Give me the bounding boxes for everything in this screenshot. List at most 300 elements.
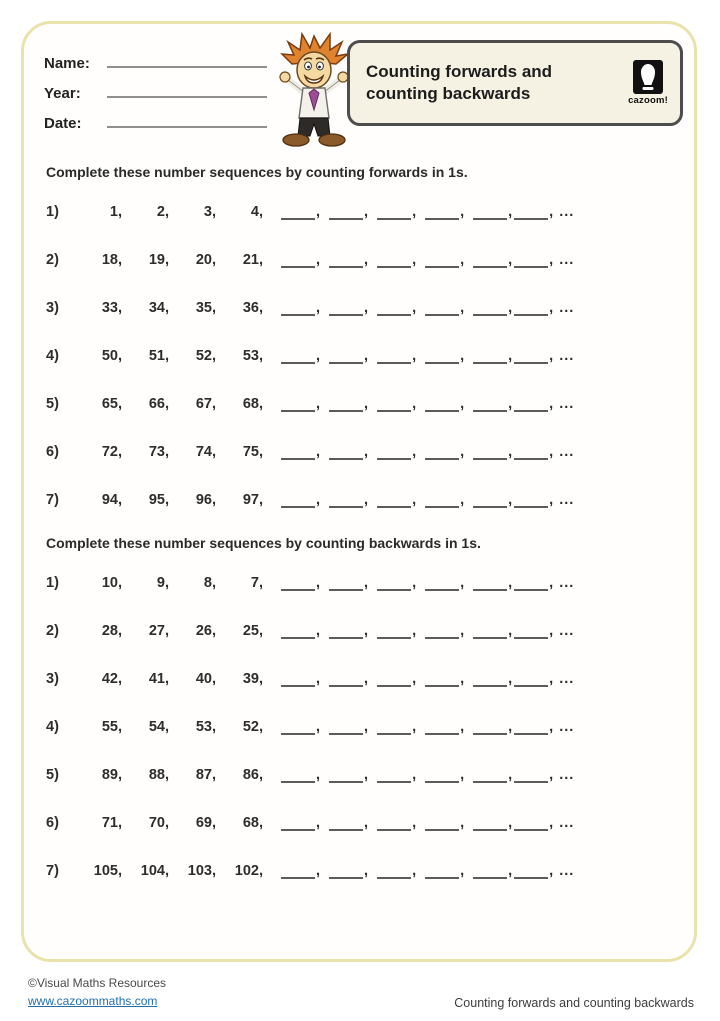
separator-comma: , bbox=[364, 444, 369, 460]
sequence-number: 53, bbox=[242, 348, 263, 364]
answer-blank-line bbox=[281, 767, 315, 783]
answer-blanks bbox=[279, 623, 574, 639]
answer-blank-line bbox=[425, 767, 459, 783]
answer-blank-line bbox=[473, 575, 507, 591]
sequence-number: 88, bbox=[148, 767, 169, 783]
separator-comma: , bbox=[549, 767, 554, 783]
question-number: 1) bbox=[46, 575, 59, 591]
answer-blank-line bbox=[329, 348, 363, 364]
sequence-number: 4, bbox=[250, 204, 263, 220]
question-number: 2) bbox=[46, 252, 59, 268]
question-sections bbox=[46, 164, 676, 906]
footer-worksheet-title: Counting forwards and counting backwards bbox=[454, 996, 694, 1010]
answer-blanks bbox=[279, 492, 574, 508]
sequence-row bbox=[46, 714, 676, 735]
sequence-row bbox=[46, 247, 676, 268]
sequence-row bbox=[46, 199, 676, 220]
answer-blank-line bbox=[281, 719, 315, 735]
question-number: 6) bbox=[46, 444, 59, 460]
footer bbox=[28, 974, 694, 1010]
answer-blank-line bbox=[377, 671, 411, 687]
sequence-number: 3, bbox=[203, 204, 216, 220]
separator-comma: , bbox=[549, 492, 554, 508]
given-numbers bbox=[78, 348, 266, 364]
sequence-number: 21, bbox=[242, 252, 263, 268]
separator-comma: , bbox=[412, 671, 417, 687]
answer-blank-line bbox=[377, 492, 411, 508]
separator-comma: , bbox=[508, 252, 513, 268]
separator-comma: , bbox=[549, 300, 554, 316]
separator-comma: , bbox=[364, 719, 369, 735]
ellipsis-text: ... bbox=[559, 396, 575, 412]
answer-blank-line bbox=[377, 252, 411, 268]
ellipsis-text: ... bbox=[559, 300, 575, 316]
separator-comma: , bbox=[508, 623, 513, 639]
worksheet-sheet bbox=[21, 21, 697, 962]
answer-blanks bbox=[279, 815, 574, 831]
worksheet-title: Counting forwards and counting backwards bbox=[366, 61, 553, 103]
ellipsis-text: ... bbox=[559, 204, 575, 220]
answer-blank-line bbox=[329, 204, 363, 220]
question-number: 3) bbox=[46, 300, 59, 316]
answer-blank-line bbox=[473, 719, 507, 735]
answer-blank-line bbox=[514, 671, 548, 687]
given-numbers bbox=[78, 252, 266, 268]
sequence-number: 34, bbox=[148, 300, 169, 316]
sequence-number: 71, bbox=[101, 815, 122, 831]
cazoom-logo bbox=[628, 60, 668, 106]
separator-comma: , bbox=[412, 204, 417, 220]
ellipsis-text: ... bbox=[559, 444, 575, 460]
answer-blank-line bbox=[514, 863, 548, 879]
separator-comma: , bbox=[364, 204, 369, 220]
answer-blank-line bbox=[473, 815, 507, 831]
name-label: Name: bbox=[44, 55, 90, 72]
sequence-number: 51, bbox=[148, 348, 169, 364]
separator-comma: , bbox=[316, 767, 321, 783]
separator-comma: , bbox=[316, 575, 321, 591]
section-forwards bbox=[46, 164, 676, 508]
separator-comma: , bbox=[316, 719, 321, 735]
answer-blank-line bbox=[329, 300, 363, 316]
answer-blank-line bbox=[329, 863, 363, 879]
ellipsis-text: ... bbox=[559, 719, 575, 735]
separator-comma: , bbox=[316, 252, 321, 268]
separator-comma: , bbox=[460, 623, 465, 639]
answer-blank-line bbox=[473, 492, 507, 508]
section-backwards bbox=[46, 535, 676, 879]
separator-comma: , bbox=[549, 575, 554, 591]
ellipsis-text: ... bbox=[559, 815, 575, 831]
separator-comma: , bbox=[364, 300, 369, 316]
given-numbers bbox=[78, 623, 266, 639]
answer-blank-line bbox=[281, 348, 315, 364]
sequence-number: 73, bbox=[148, 444, 169, 460]
answer-blank-line bbox=[377, 767, 411, 783]
sequence-row bbox=[46, 487, 676, 508]
question-number: 4) bbox=[46, 719, 59, 735]
separator-comma: , bbox=[508, 815, 513, 831]
separator-comma: , bbox=[549, 444, 554, 460]
separator-comma: , bbox=[412, 575, 417, 591]
sequence-number: 102, bbox=[234, 863, 263, 879]
sequence-row bbox=[46, 570, 676, 591]
separator-comma: , bbox=[364, 396, 369, 412]
answer-blank-line bbox=[425, 444, 459, 460]
separator-comma: , bbox=[316, 815, 321, 831]
sequence-number: 75, bbox=[242, 444, 263, 460]
answer-blank-line bbox=[473, 767, 507, 783]
answer-blank-line bbox=[473, 863, 507, 879]
name-field bbox=[44, 42, 267, 72]
ellipsis-text: ... bbox=[559, 575, 575, 591]
sequence-number: 89, bbox=[101, 767, 122, 783]
answer-blanks bbox=[279, 204, 574, 220]
separator-comma: , bbox=[316, 300, 321, 316]
separator-comma: , bbox=[549, 719, 554, 735]
answer-blank-line bbox=[473, 396, 507, 412]
answer-blank-line bbox=[281, 204, 315, 220]
answer-blank-line bbox=[473, 300, 507, 316]
separator-comma: , bbox=[508, 204, 513, 220]
answer-blanks bbox=[279, 348, 574, 364]
separator-comma: , bbox=[412, 444, 417, 460]
sequence-number: 18, bbox=[101, 252, 122, 268]
separator-comma: , bbox=[460, 396, 465, 412]
separator-comma: , bbox=[412, 492, 417, 508]
separator-comma: , bbox=[460, 815, 465, 831]
sequence-number: 52, bbox=[242, 719, 263, 735]
sequence-number: 74, bbox=[195, 444, 216, 460]
sequence-number: 20, bbox=[195, 252, 216, 268]
given-numbers bbox=[78, 671, 266, 687]
answer-blank-line bbox=[281, 815, 315, 831]
answer-blank-line bbox=[281, 863, 315, 879]
sequence-number: 39, bbox=[242, 671, 263, 687]
answer-blank-line bbox=[514, 815, 548, 831]
answer-blank-line bbox=[473, 623, 507, 639]
sequence-row bbox=[46, 391, 676, 412]
given-numbers bbox=[78, 575, 266, 591]
separator-comma: , bbox=[316, 444, 321, 460]
answer-blank-line bbox=[425, 815, 459, 831]
answer-blank-line bbox=[473, 348, 507, 364]
sequence-number: 36, bbox=[242, 300, 263, 316]
answer-blank-line bbox=[514, 575, 548, 591]
sequence-number: 69, bbox=[195, 815, 216, 831]
separator-comma: , bbox=[364, 348, 369, 364]
sequence-number: 33, bbox=[101, 300, 122, 316]
separator-comma: , bbox=[316, 348, 321, 364]
footer-credits bbox=[28, 974, 166, 1010]
answer-blank-line bbox=[514, 204, 548, 220]
separator-comma: , bbox=[549, 348, 554, 364]
sequence-number: 67, bbox=[195, 396, 216, 412]
separator-comma: , bbox=[549, 671, 554, 687]
date-label: Date: bbox=[44, 115, 82, 132]
cazoom-logo-text: cazoom! bbox=[628, 95, 668, 106]
answer-blank-line bbox=[425, 492, 459, 508]
separator-comma: , bbox=[460, 348, 465, 364]
answer-blanks bbox=[279, 863, 574, 879]
answer-blank-line bbox=[281, 396, 315, 412]
question-number: 2) bbox=[46, 623, 59, 639]
sequence-number: 35, bbox=[195, 300, 216, 316]
answer-blanks bbox=[279, 575, 574, 591]
answer-blank-line bbox=[377, 204, 411, 220]
ellipsis-text: ... bbox=[559, 492, 575, 508]
answer-blanks bbox=[279, 300, 574, 316]
ellipsis-text: ... bbox=[559, 348, 575, 364]
sequence-number: 7, bbox=[250, 575, 263, 591]
year-field bbox=[44, 72, 267, 102]
separator-comma: , bbox=[412, 767, 417, 783]
sequence-row bbox=[46, 439, 676, 460]
question-number: 4) bbox=[46, 348, 59, 364]
answer-blanks bbox=[279, 767, 574, 783]
answer-blank-line bbox=[514, 623, 548, 639]
question-number: 7) bbox=[46, 492, 59, 508]
answer-blank-line bbox=[377, 300, 411, 316]
worksheet-title-box bbox=[347, 40, 683, 126]
sequence-row bbox=[46, 343, 676, 364]
separator-comma: , bbox=[364, 863, 369, 879]
answer-blank-line bbox=[329, 252, 363, 268]
answer-blank-line bbox=[329, 767, 363, 783]
cazoom-lens-icon bbox=[633, 60, 663, 94]
question-number: 3) bbox=[46, 671, 59, 687]
sequence-row bbox=[46, 762, 676, 783]
answer-blank-line bbox=[281, 300, 315, 316]
sequence-number: 40, bbox=[195, 671, 216, 687]
separator-comma: , bbox=[508, 575, 513, 591]
answer-blank-line bbox=[377, 575, 411, 591]
answer-blank-line bbox=[425, 348, 459, 364]
answer-blank-line bbox=[473, 444, 507, 460]
answer-blank-line bbox=[329, 815, 363, 831]
separator-comma: , bbox=[460, 671, 465, 687]
separator-comma: , bbox=[364, 252, 369, 268]
answer-blank-line bbox=[377, 396, 411, 412]
question-number: 1) bbox=[46, 204, 59, 220]
separator-comma: , bbox=[364, 767, 369, 783]
copyright-text: ©Visual Maths Resources bbox=[28, 976, 167, 990]
separator-comma: , bbox=[412, 815, 417, 831]
separator-comma: , bbox=[364, 671, 369, 687]
separator-comma: , bbox=[364, 575, 369, 591]
answer-blank-line bbox=[514, 444, 548, 460]
answer-blanks bbox=[279, 252, 574, 268]
answer-blank-line bbox=[514, 767, 548, 783]
separator-comma: , bbox=[364, 492, 369, 508]
sequence-number: 68, bbox=[242, 815, 263, 831]
answer-blank-line bbox=[377, 863, 411, 879]
answer-blank-line bbox=[514, 348, 548, 364]
sequence-row bbox=[46, 810, 676, 831]
sequence-number: 26, bbox=[195, 623, 216, 639]
answer-blank-line bbox=[377, 348, 411, 364]
year-label: Year: bbox=[44, 85, 81, 102]
separator-comma: , bbox=[549, 863, 554, 879]
separator-comma: , bbox=[412, 623, 417, 639]
separator-comma: , bbox=[460, 863, 465, 879]
separator-comma: , bbox=[508, 719, 513, 735]
answer-blank-line bbox=[473, 671, 507, 687]
separator-comma: , bbox=[508, 863, 513, 879]
separator-comma: , bbox=[549, 204, 554, 220]
answer-blank-line bbox=[425, 719, 459, 735]
answer-blank-line bbox=[514, 719, 548, 735]
sequence-number: 1, bbox=[109, 204, 122, 220]
sequence-number: 50, bbox=[101, 348, 122, 364]
answer-blank-line bbox=[425, 863, 459, 879]
answer-blank-line bbox=[329, 575, 363, 591]
answer-blank-line bbox=[329, 396, 363, 412]
answer-blank-line bbox=[473, 252, 507, 268]
answer-blanks bbox=[279, 396, 574, 412]
answer-blank-line bbox=[329, 444, 363, 460]
sequence-number: 25, bbox=[242, 623, 263, 639]
sequence-number: 70, bbox=[148, 815, 169, 831]
answer-blank-line bbox=[281, 492, 315, 508]
separator-comma: , bbox=[508, 396, 513, 412]
question-number: 5) bbox=[46, 396, 59, 412]
sequence-number: 8, bbox=[203, 575, 216, 591]
answer-blank-line bbox=[425, 204, 459, 220]
given-numbers bbox=[78, 767, 266, 783]
answer-blank-line bbox=[329, 719, 363, 735]
sequence-number: 86, bbox=[242, 767, 263, 783]
answer-blank-line bbox=[281, 444, 315, 460]
answer-blank-line bbox=[377, 623, 411, 639]
name-write-line bbox=[107, 66, 267, 68]
ellipsis-text: ... bbox=[559, 623, 575, 639]
sequence-number: 9, bbox=[156, 575, 169, 591]
given-numbers bbox=[78, 444, 266, 460]
sequence-number: 96, bbox=[195, 492, 216, 508]
separator-comma: , bbox=[412, 396, 417, 412]
sequence-row bbox=[46, 295, 676, 316]
answer-blank-line bbox=[425, 252, 459, 268]
sequence-number: 95, bbox=[148, 492, 169, 508]
sequence-number: 105, bbox=[93, 863, 122, 879]
separator-comma: , bbox=[412, 863, 417, 879]
sequence-number: 41, bbox=[148, 671, 169, 687]
separator-comma: , bbox=[508, 348, 513, 364]
sequence-number: 103, bbox=[187, 863, 216, 879]
sequence-number: 72, bbox=[101, 444, 122, 460]
question-number: 7) bbox=[46, 863, 59, 879]
answer-blank-line bbox=[425, 623, 459, 639]
answer-blank-line bbox=[377, 815, 411, 831]
separator-comma: , bbox=[549, 623, 554, 639]
separator-comma: , bbox=[460, 767, 465, 783]
answer-blanks bbox=[279, 671, 574, 687]
date-field bbox=[44, 102, 267, 132]
sequence-number: 52, bbox=[195, 348, 216, 364]
given-numbers bbox=[78, 300, 266, 316]
given-numbers bbox=[78, 204, 266, 220]
answer-blank-line bbox=[425, 671, 459, 687]
separator-comma: , bbox=[316, 863, 321, 879]
separator-comma: , bbox=[460, 719, 465, 735]
separator-comma: , bbox=[549, 252, 554, 268]
separator-comma: , bbox=[549, 815, 554, 831]
sequence-number: 55, bbox=[101, 719, 122, 735]
given-numbers bbox=[78, 492, 266, 508]
answer-blank-line bbox=[425, 300, 459, 316]
answer-blank-line bbox=[425, 396, 459, 412]
separator-comma: , bbox=[316, 204, 321, 220]
given-numbers bbox=[78, 396, 266, 412]
sequence-number: 97, bbox=[242, 492, 263, 508]
answer-blank-line bbox=[514, 492, 548, 508]
given-numbers bbox=[78, 719, 266, 735]
ellipsis-text: ... bbox=[559, 767, 575, 783]
date-write-line bbox=[107, 126, 267, 128]
separator-comma: , bbox=[508, 300, 513, 316]
year-write-line bbox=[107, 96, 267, 98]
question-number: 6) bbox=[46, 815, 59, 831]
ellipsis-text: ... bbox=[559, 252, 575, 268]
sequence-number: 27, bbox=[148, 623, 169, 639]
separator-comma: , bbox=[316, 623, 321, 639]
answer-blank-line bbox=[281, 252, 315, 268]
separator-comma: , bbox=[460, 444, 465, 460]
question-number: 5) bbox=[46, 767, 59, 783]
separator-comma: , bbox=[508, 492, 513, 508]
sequence-number: 87, bbox=[195, 767, 216, 783]
ellipsis-text: ... bbox=[559, 863, 575, 879]
sequence-number: 53, bbox=[195, 719, 216, 735]
answer-blank-line bbox=[329, 623, 363, 639]
answer-blank-line bbox=[425, 575, 459, 591]
separator-comma: , bbox=[364, 623, 369, 639]
given-numbers bbox=[78, 815, 266, 831]
separator-comma: , bbox=[460, 492, 465, 508]
separator-comma: , bbox=[316, 671, 321, 687]
section-instruction: Complete these number sequences by counting backwards in 1s. bbox=[46, 535, 481, 551]
separator-comma: , bbox=[364, 815, 369, 831]
sequence-number: 104, bbox=[140, 863, 169, 879]
answer-blank-line bbox=[377, 444, 411, 460]
cazoommaths-link[interactable]: www.cazoommaths.com bbox=[28, 994, 158, 1008]
sequence-number: 66, bbox=[148, 396, 169, 412]
sequence-number: 19, bbox=[148, 252, 169, 268]
separator-comma: , bbox=[412, 252, 417, 268]
answer-blank-line bbox=[377, 719, 411, 735]
answer-blank-line bbox=[329, 492, 363, 508]
separator-comma: , bbox=[460, 204, 465, 220]
answer-blank-line bbox=[281, 575, 315, 591]
answer-blank-line bbox=[329, 671, 363, 687]
given-numbers bbox=[78, 863, 266, 879]
separator-comma: , bbox=[412, 348, 417, 364]
answer-blank-line bbox=[514, 300, 548, 316]
separator-comma: , bbox=[316, 492, 321, 508]
sequence-row bbox=[46, 618, 676, 639]
sequence-number: 10, bbox=[101, 575, 122, 591]
answer-blank-line bbox=[281, 623, 315, 639]
sequence-number: 42, bbox=[101, 671, 122, 687]
separator-comma: , bbox=[412, 300, 417, 316]
sequence-number: 28, bbox=[101, 623, 122, 639]
separator-comma: , bbox=[316, 396, 321, 412]
answer-blank-line bbox=[281, 671, 315, 687]
sequence-number: 2, bbox=[156, 204, 169, 220]
sequence-row bbox=[46, 666, 676, 687]
separator-comma: , bbox=[412, 719, 417, 735]
